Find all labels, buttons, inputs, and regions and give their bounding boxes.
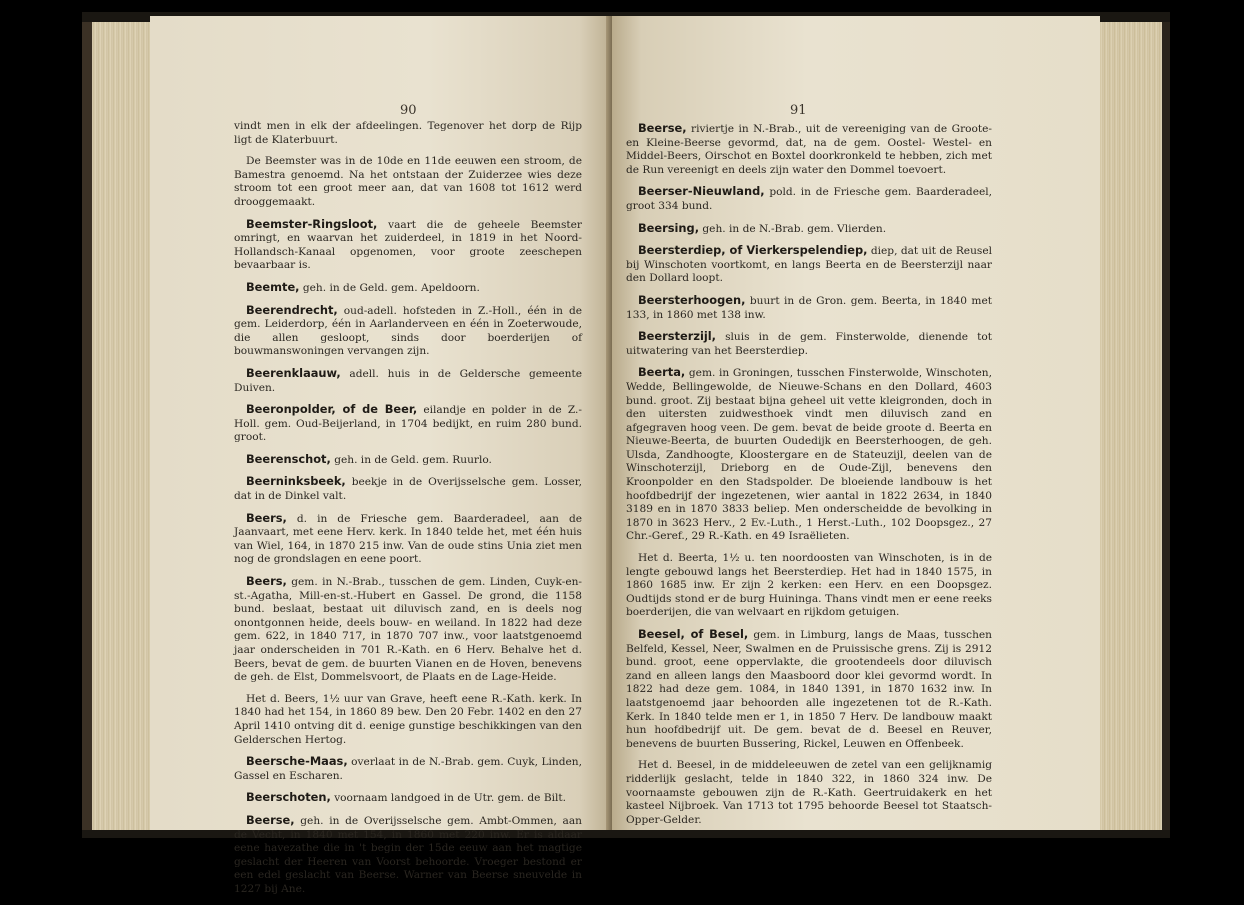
dictionary-entry (626, 244, 992, 286)
dictionary-entry (234, 218, 582, 273)
entry-text: gem. in Groningen, tusschen Finsterwolde, Winschoten, Wedde, Bellingewolde, de Nieuwe-Schans en den Dollard, 4603 bund. groot. Zij bestaat bijna geheel uit vette kleigronden, doch in den uitersten zuidwesthoek vindt men diluvisch zand en afgegraven hoog veen. De gem. bevat de beide groote d. Beerta en Nieuwe-Beerta, de buurten Oudedijk en Beersterhoogen, de geh. Ulsda, Zandhoogte, Kloostergare en de Stateuzijl, deelen van de Winschoterzijl, Drieborg en de Oude-Zijl, benevens den Kroonpolder en den Stadspolder. De bloeiende landbouw is het hoofdbedrijf der ingezetenen, wier aantal in 1822 2634, in 1840 3189 en in 1870 3833 beliep. Men onderscheidde de bevolking in 1870 in 3623 Herv., 2 Ev.-Luth., 1 Herst.-Luth., 102 Doopsgez., 27 Chr.-Geref., 29 R.-Kath. en 49 Israëlieten. (626, 367, 992, 543)
entry-headword: Beerse, (246, 812, 295, 827)
dictionary-entry (234, 693, 582, 747)
entry-text: geh. in de Overijsselsche gem. Ambt-Ommen, aan de Vecht, in 1840 met 154, in 1860 met 220 inw. Er is aldaar eene havezathe die in 't begin der 15de eeuw aan het magtige geslacht der Heeren van Voorst behoorde. Vroeger bestond er een edel geslacht van Beerse. Warner van Beerse sneuvelde in 1227 bij Ane. (234, 814, 582, 895)
dictionary-entry (626, 185, 992, 213)
entry-headword: Beers, (246, 510, 287, 525)
left-page (150, 16, 612, 895)
entry-text: vaart die de geheele Beemster omringt, en waarvan het zuiderdeel, in 1819 in het Noord-Hollandsch-Kanaal opgenomen, voor groote zeeschepen bevaarbaar is. (234, 218, 582, 272)
dictionary-entry (234, 755, 582, 783)
right-page-number: 91 (790, 103, 807, 118)
entry-text: geh. in de N.-Brab. gem. Vlierden. (699, 222, 887, 235)
entry-text: oud-adell. hofsteden in Z.-Holl., één in de gem. Leiderdorp, één in Aarlanderveen en één in Zoeterwoude, die allen gesloopt, sinds door boerderijen of bouwmanswoningen vervangen zijn. (234, 304, 582, 358)
entry-headword: Beerse, (638, 121, 687, 135)
entry-headword: Beersterzijl, (638, 329, 716, 344)
dictionary-entry (626, 366, 992, 544)
entry-headword: Beeronpolder, of de Beer, (246, 402, 418, 417)
dictionary-entry (626, 552, 992, 620)
dictionary-entry (626, 628, 992, 751)
right-page-content (626, 122, 992, 835)
entry-headword: Beersterdiep, of Vierkerspelendiep, (638, 243, 868, 258)
entry-headword: Beersing, (638, 220, 700, 235)
dictionary-entry (234, 281, 582, 296)
dictionary-entry (234, 120, 582, 147)
entry-text: pold. in de Friesche gem. Baarderadeel, groot 334 bund. (626, 186, 992, 212)
entry-headword: Beerta, (638, 365, 686, 380)
entry-text: d. in de Friesche gem. Baarderadeel, aan de Jaanvaart, met eene Herv. kerk. In 1840 telde het, met één huis van Wiel, 164, in 1870 215 inw. Van de oude stins Unia ziet men nog de grondslagen en eene poort. (234, 512, 582, 566)
entry-text: gem. in N.-Brab., tusschen de gem. Linden, Cuyk-en-st.-Agatha, Mill-en-st.-Hubert en Gassel. De grond, die 1158 bund. beslaat, bestaat uit diluvisch zand, en is deels nog onontgonnen heide, deels bouw- en weiland. In 1822 had deze gem. 622, in 1840 717, in 1870 707 inw., voor laatstgenoemd jaar onderscheiden in 701 R.-Kath. en 6 Herv. Behalve het d. Beers, bevat de gem. de buurten Vianen en de Hoven, benevens de geh. de Elst, Dommelsvoort, de Plaats en de Lage-Heide. (234, 576, 582, 684)
dictionary-entry (234, 155, 582, 209)
entry-text: Het d. Beerta, 1½ u. ten noordoosten van Winschoten, is in de lengte gebouwd langs het Beersterdiep. Het had in 1840 1575, in 1860 1685 inw. Er zijn 2 kerken: een Herv. en een Doopsgez. Oudtijds stond er de burg Huininga. Thans vindt men er eene reeks boerderijen, die van welvaart en rijkdom getuigen. (626, 552, 992, 619)
entry-headword: Beerser-Nieuwland, (638, 184, 765, 199)
entry-headword: Beemster-Ringsloot, (246, 216, 378, 231)
entry-text: Het d. Beers, 1½ uur van Grave, heeft eene R.-Kath. kerk. In 1840 had het 154, in 1860 89 bew. Den 20 Febr. 1402 en den 27 April 1410 ontving dit d. eenige gunstige beschikkingen van den Gelderschen Hertog. (234, 692, 582, 746)
entry-headword: Beersterhoogen, (638, 292, 746, 307)
entry-text: voornaam landgoed in de Utr. gem. de Bilt. (330, 792, 567, 805)
dictionary-entry (234, 814, 582, 897)
entry-headword: Beerschoten, (246, 790, 331, 805)
entry-headword: Beerninksbeek, (246, 474, 346, 489)
page-edges-right (1098, 22, 1170, 830)
dictionary-entry (626, 222, 992, 237)
dictionary-entry (626, 759, 992, 827)
dictionary-entry (234, 512, 582, 567)
entry-text: gem. in Limburg, langs de Maas, tusschen Belfeld, Kessel, Neer, Swalmen en de Pruissische grens. Zij is 2912 bund. groot, eene oppervlakte, die grootendeels door diluvisch zand en alleen langs den Maasboord door klei gevormd wordt. In 1822 had deze gem. 1084, in 1840 1391, in 1870 1632 inw. In laatstgenoemd jaar behoorden alle ingezetenen tot de R.-Kath. Kerk. In 1840 telde men er 1, in 1850 7 Herv. De landbouw maakt hun hoofdbedrijf uit. De gem. bevat de d. Beesel en Reuver, benevens de buurten Bussering, Rickel, Leuwen en Offenbeek. (626, 629, 992, 750)
cover-edge-left (82, 22, 92, 830)
dictionary-entry (234, 453, 582, 468)
dictionary-entry (234, 575, 582, 685)
cover-edge-right (1162, 22, 1170, 830)
entry-text: buurt in de Gron. gem. Beerta, in 1840 met 133, in 1860 met 138 inw. (626, 294, 992, 321)
left-page-content (234, 120, 582, 905)
entry-headword: Beers, (246, 574, 287, 589)
dictionary-entry (234, 367, 582, 395)
entry-text: Het d. Beesel, in de middeleeuwen de zetel van een gelijknamig ridderlijk geslacht, telde in 1840 322, in 1860 324 inw. De voornaamste gebouwen zijn de R.-Kath. Geertruidakerk en het kasteel Nijbroek. Van 1713 tot 1795 behoorde Beesel tot Staatsch-Opper-Gelder. (626, 759, 992, 826)
entry-headword: Beemte, (246, 279, 300, 294)
dictionary-entry (234, 304, 582, 359)
entry-text: diep, dat uit de Reusel bij Winschoten voortkomt, en langs Beerta en de Beersterzijl naar den Dollard loopt. (626, 245, 992, 285)
entry-headword: Beersche-Maas, (246, 754, 348, 769)
left-page-number: 90 (400, 103, 417, 118)
entry-text: beekje in de Overijsselsche gem. Losser, dat in de Dinkel valt. (234, 476, 582, 503)
page-edges-left (82, 22, 152, 830)
entry-text: geh. in de Geld. gem. Ruurlo. (330, 453, 492, 466)
entry-headword: Beerenschot, (246, 451, 331, 466)
entry-text: geh. in de Geld. gem. Apeldoorn. (299, 281, 480, 294)
entry-text: vindt men in elk der afdeelingen. Tegenover het dorp de Rijp ligt de Klaterbuurt. (234, 120, 582, 146)
entry-headword: Beerendrecht, (246, 302, 338, 317)
dictionary-entry (234, 791, 582, 806)
entry-text: De Beemster was in de 10de en 11de eeuwen een stroom, de Bamestra genoemd. Na het ontstaan der Zuiderzee wies deze stroom tot een groot meer aan, dat van 1608 tot 1612 werd drooggemaakt. (234, 155, 582, 208)
dictionary-entry (626, 330, 992, 358)
entry-headword: Beerenklaauw, (246, 365, 341, 380)
entry-headword: Beesel, of Besel, (638, 627, 749, 641)
entry-text: eilandje en polder in de Z.-Holl. gem. Oud-Beijerland, in 1704 bedijkt, en ruim 280 bund. groot. (234, 404, 582, 444)
dictionary-entry (626, 294, 992, 322)
entry-text: sluis in de gem. Finsterwolde, dienende tot uitwatering van het Beersterdiep. (626, 331, 992, 357)
dictionary-entry (234, 475, 582, 503)
dictionary-entry (234, 403, 582, 445)
entry-text: adell. huis in de Geldersche gemeente Duiven. (234, 367, 582, 394)
dictionary-entry (626, 122, 992, 177)
right-page (612, 16, 1100, 830)
entry-text: overlaat in de N.-Brab. gem. Cuyk, Linden, Gassel en Escharen. (234, 756, 582, 782)
entry-text: riviertje in N.-Brab., uit de vereeniging van de Groote- en Kleine-Beerse gevormd, dat, na de gem. Oostel- Westel- en Middel-Beers, Oirschot en Boxtel doorkronkeld te hebben, zich met de Run vereenigt en deels zijn water den Dommel toevoert. (626, 123, 992, 176)
